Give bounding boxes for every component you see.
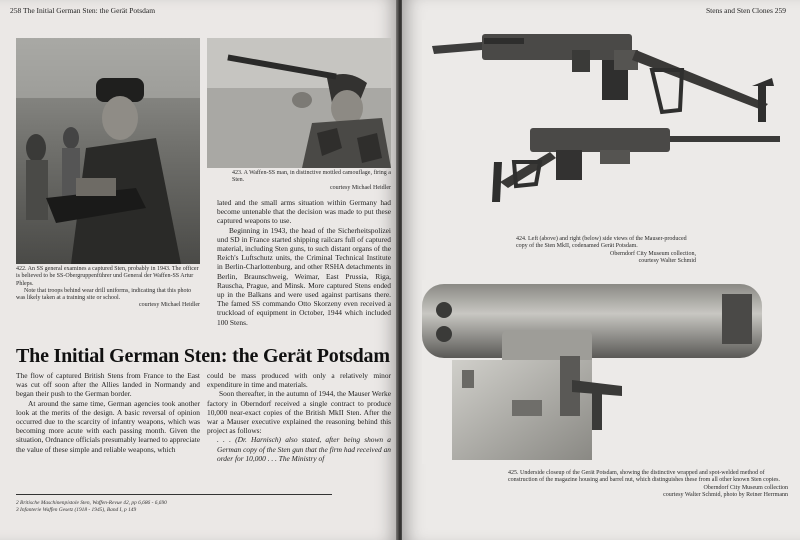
caption-424-credit-1: Oberndorf City Museum collection,: [610, 250, 696, 257]
caption-425-text: 425. Underside closeup of the Gerät Potsdam, showing the distinctive wrapped and spot-welded method of construction of the magazine housing and barrel nut, which distinguishes these from all other known Sten copies.: [508, 470, 780, 484]
body-column-2: [207, 371, 391, 463]
caption-423: [232, 170, 391, 192]
photo-sten-right-side: [490, 122, 780, 202]
caption-424: [516, 236, 696, 265]
running-head-left: 258 The Initial German Sten: the Gerät Potsdam: [10, 6, 156, 15]
caption-424-credit-2: courtesy Walter Schmid: [638, 257, 696, 264]
photo-ss-general: [16, 38, 200, 264]
col2-paragraph-1: could be mass produced with only a relatively minor expenditure in time and materials.: [207, 371, 391, 390]
caption-422-credit: courtesy Michael Heidler: [139, 302, 200, 309]
left-page: [0, 0, 398, 540]
col1-paragraph-2: At around the same time, German agencies took another look at the merits of the design. A basic reversal of opinion occurred due to the scarcity of infantry weapons, which was becoming more acute with each passing month. Given the situation, Ordnance officials presumably learned to appreciate the value of these simple and reliable weapons, which: [16, 398, 200, 454]
photo-sten-left-side: [422, 20, 794, 130]
col2-quote: . . . (Dr. Harnisch) also stated, after being shown a German copy of the Sten gun that the firm had received an order for 10,000 . . . The Ministry of: [217, 435, 391, 463]
caption-422-text: 422. An SS general examines a captured Sten, probably in 1943. The officer is believed to be SS-Obergruppenführer und General der Waffen-SS Artur Phleps.: [16, 266, 199, 287]
caption-423-text: 423. A Waffen-SS man, in distinctive mottled camouflage, firing a Sten.: [232, 170, 391, 184]
section-title: The Initial German Sten: the Gerät Potsdam: [16, 345, 390, 367]
caption-423-credit: courtesy Michael Heidler: [330, 184, 391, 191]
caption-425: [508, 470, 788, 499]
caption-422-note: Note that troops behind wear drill uniforms, indicating that this photo was likely taken at a training site or school.: [16, 287, 192, 302]
right-page: [402, 0, 800, 540]
caption-425-credit-1: Oberndorf City Museum collection: [703, 484, 788, 491]
caption-425-credit-2: courtesy Walter Schmid, photo by Reiner Herrmann: [663, 491, 788, 498]
col2-paragraph-2: Soon thereafter, in the autumn of 1944, the Mauser Werke factory in Oberndorf received a single contract to produce 10,000 near-exact copies of the British MkII Sten. After the war a Mauser executive explained the reasoning behind this project as follows:: [207, 389, 391, 436]
upper-paragraph-2: Beginning in 1943, the head of the Sicherheitspolizei und SD in France started shipping railcars full of captured material, including Sten guns, to such distant organs of the Reich's Luftschutz units, the Criminal Technical Institute in Berlin-Charlottenburg, and other RSHA detachments in Berlin, Braunschweig, Weimar, East Prussia, Riga, Rauscha, Prague, and Minsk. More captured Stens ended up in the Balkans and were used against partisans there. The famed SS commando Otto Skorzeny even received a truckload of equipment in October, 1944 which included 100 Stens.: [217, 225, 391, 327]
footnote-3: 3 Infanterie Waffen Gesetz (1918 - 1945), Band I, p 149: [16, 507, 137, 513]
caption-422: [16, 266, 200, 310]
col1-paragraph-1: The flow of captured British Stens from France to the East was cut off soon after the Allies landed in Normandy and began their push to the German border.: [16, 371, 200, 399]
body-column-1: [16, 371, 200, 454]
footnote-2: 2 Britische Maschinenpistole Sten, Waffen-Revue 42, pp 6,686 - 6,690: [16, 500, 167, 506]
caption-424-text: 424. Left (above) and right (below) side views of the Mauser-produced copy of the Sten MkII, codenamed Gerät Potsdam.: [516, 236, 687, 250]
upper-paragraph-1: lated and the small arms situation within Germany had become untenable that the decision was made to put these captured weapons to use.: [217, 198, 391, 226]
photo-waffen-ss-soldier: [207, 38, 391, 168]
running-head-right: Stens and Sten Clones 259: [706, 6, 786, 15]
footnote-rule: [16, 494, 332, 495]
photo-gerat-potsdam-closeup: [422, 280, 776, 464]
upper-text-column: [217, 198, 391, 327]
footnotes: [16, 500, 167, 514]
